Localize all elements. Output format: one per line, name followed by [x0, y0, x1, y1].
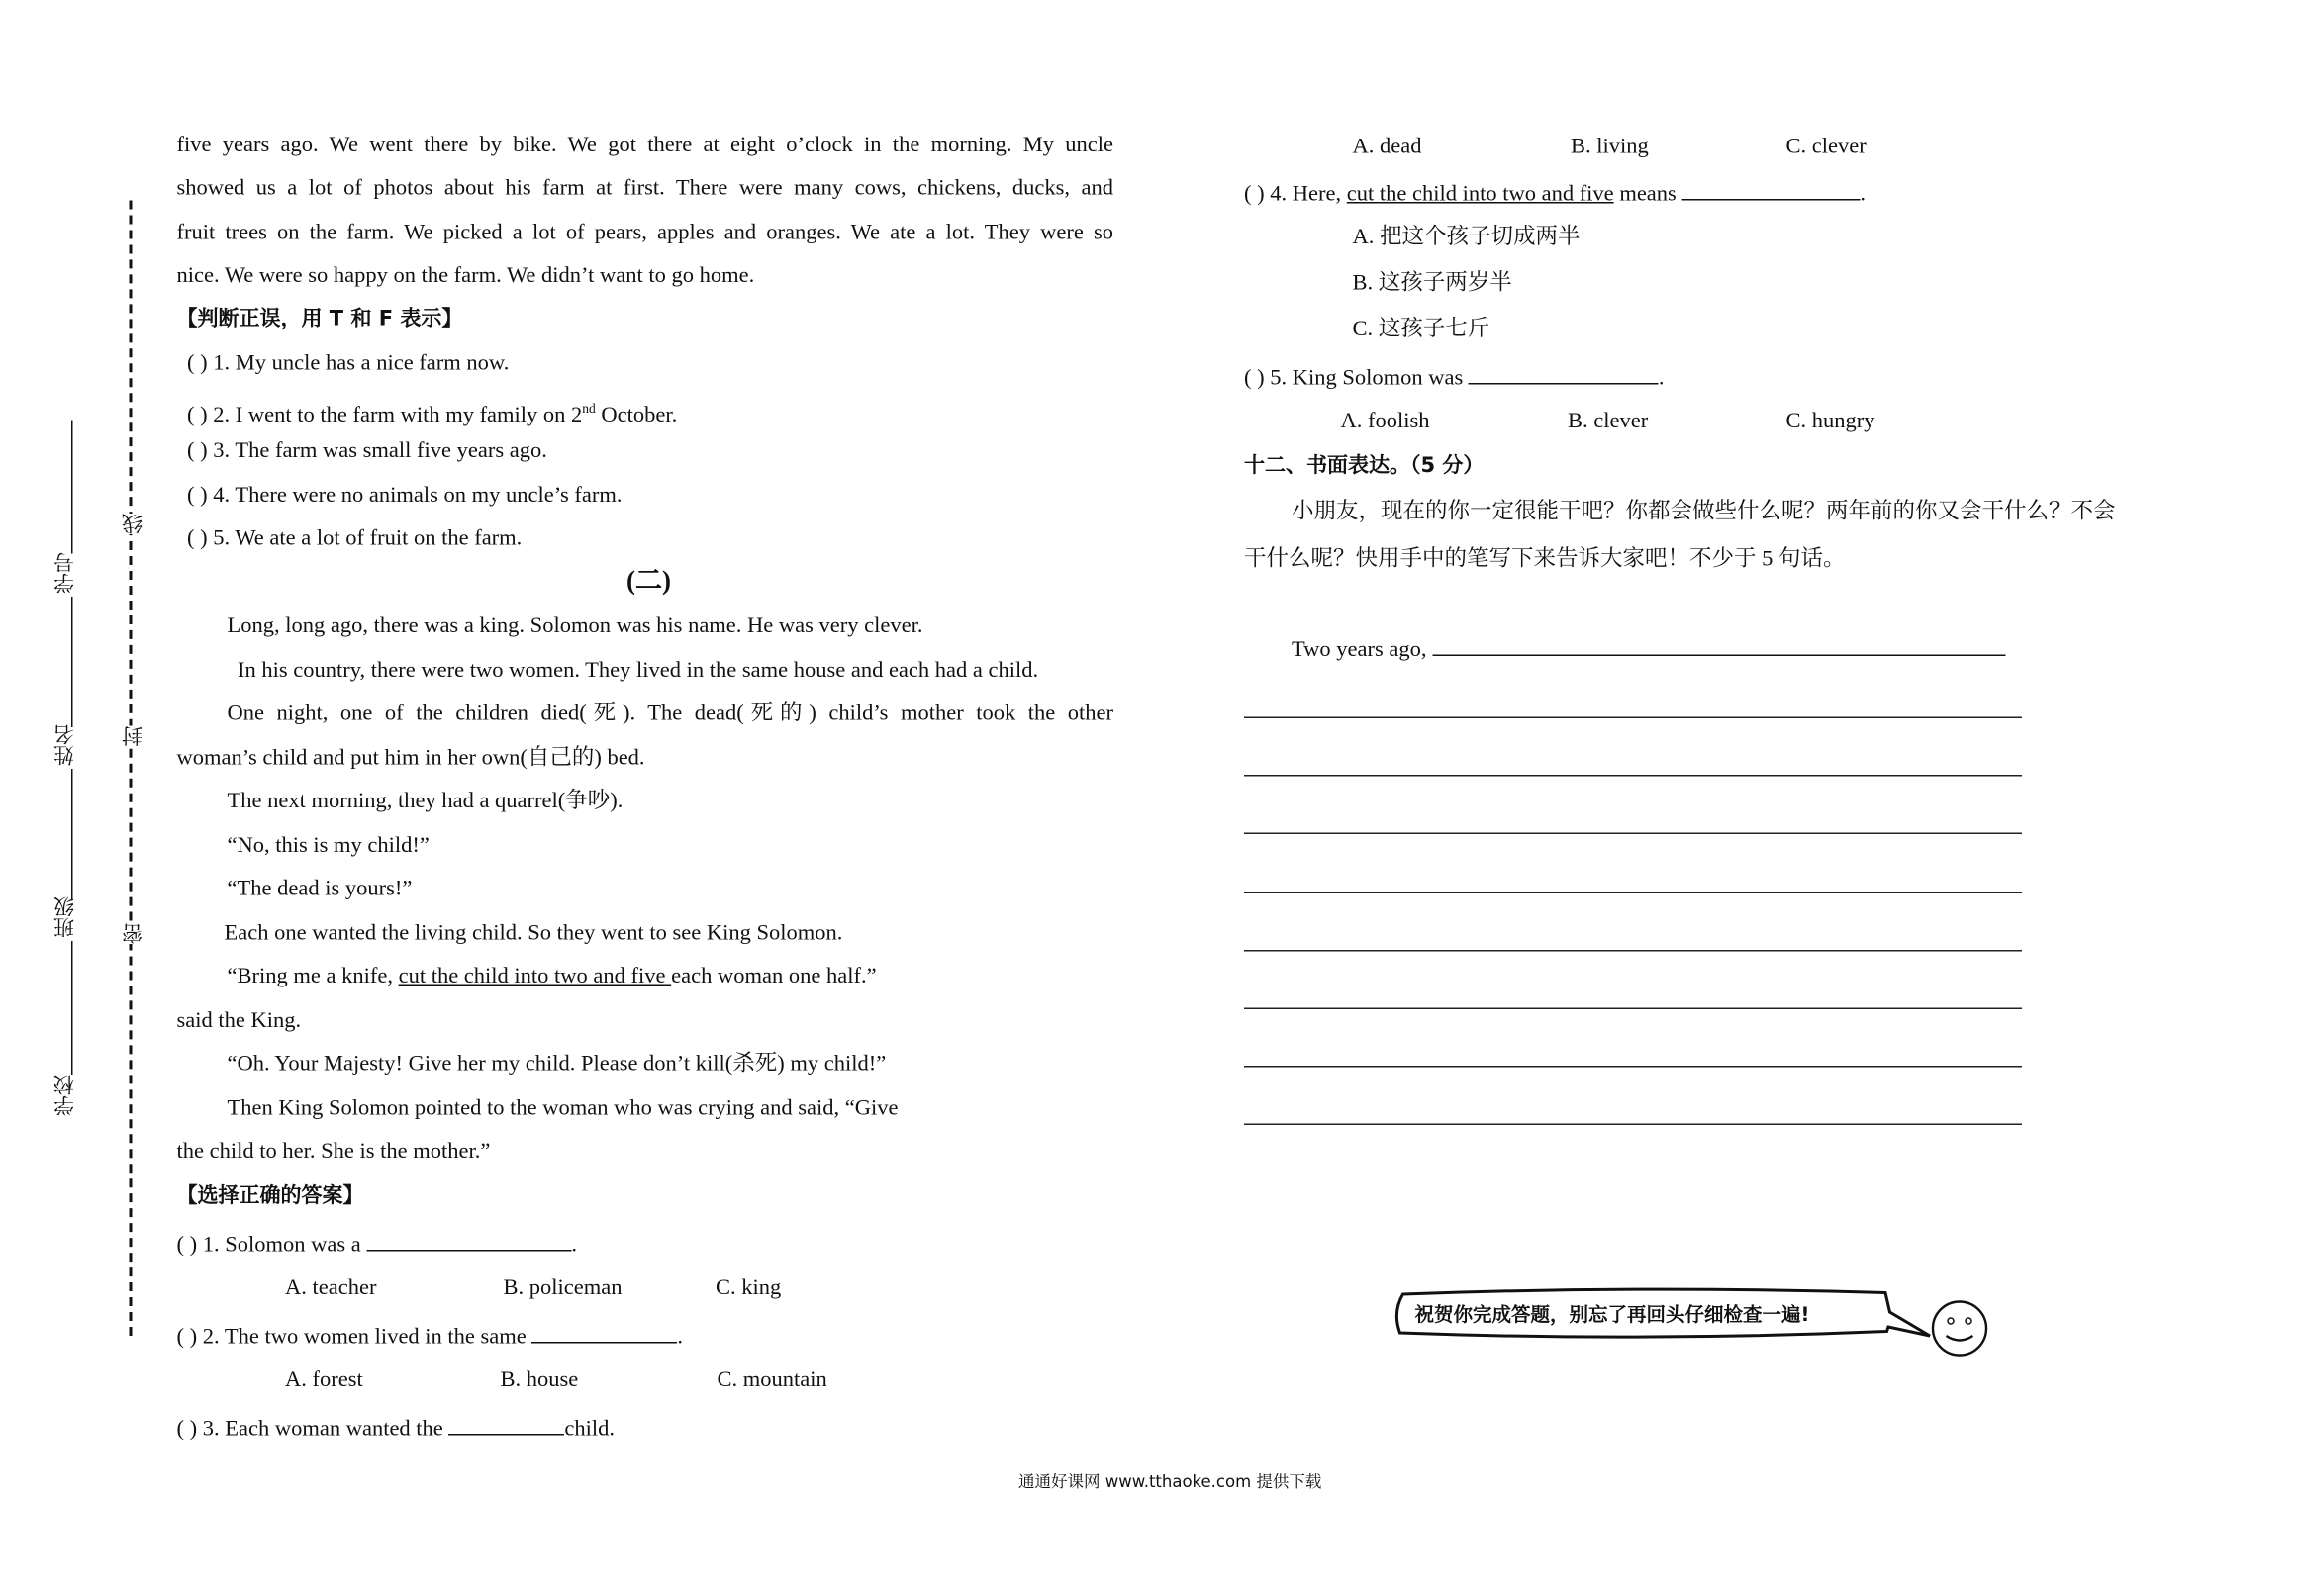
writing-line[interactable] — [1244, 775, 2022, 777]
field-line — [71, 421, 73, 554]
writing-line[interactable] — [1244, 717, 2022, 719]
answer-blank[interactable]: ( ) — [1244, 182, 1265, 207]
seal-char: 封 — [119, 726, 148, 747]
option[interactable]: B. 这孩子两岁半 — [1352, 271, 1512, 296]
option[interactable]: B. house — [500, 1368, 579, 1392]
field-class-label: 班级 — [53, 896, 77, 938]
option[interactable]: A. dead — [1352, 135, 1422, 159]
field-name-label: 姓名 — [53, 724, 77, 766]
option[interactable]: B. policeman — [503, 1276, 623, 1300]
option[interactable]: A. foolish — [1340, 410, 1430, 433]
story-line: “Oh. Your Majesty! Give her my child. Please don’t kill(杀死) my child!” — [227, 1052, 887, 1077]
smiley-face-icon — [1933, 1302, 1986, 1356]
story-line: said the King. — [176, 1009, 302, 1033]
story-line: One night, one of the children died(死). The dead(死的) child’s mother took the other — [227, 702, 1113, 726]
tf-item-4: ( ) 4. There were no animals on my uncle’s farm. — [187, 484, 623, 508]
passage-line: nice. We were so happy on the farm. We didn’t want to go home. — [176, 264, 755, 288]
option[interactable]: B. clever — [1568, 410, 1649, 433]
field-school-label: 学校 — [53, 1075, 77, 1116]
writing-start: Two years ago, — [1292, 634, 2005, 666]
passage-line: showed us a lot of photos about his farm at first. There were many cows, chickens, ducks, and — [176, 176, 1113, 201]
writing-line[interactable] — [1244, 1008, 2022, 1010]
tf-item-5: ( ) 5. We ate a lot of fruit on the farm. — [187, 526, 523, 551]
option[interactable]: A. forest — [285, 1368, 363, 1392]
answer-blank[interactable]: ( ) — [176, 1233, 198, 1258]
fill-blank[interactable] — [531, 1321, 677, 1344]
passage-line: five years ago. We went there by bike. We got there at eight o’clock in the morning. My uncle — [176, 134, 1113, 157]
fill-blank[interactable] — [448, 1413, 564, 1436]
option[interactable]: B. living — [1571, 135, 1649, 159]
story-line: Long, long ago, there was a king. Solomon was his name. He was very clever. — [227, 614, 923, 638]
fill-blank[interactable] — [1681, 178, 1860, 201]
mc-question-5: ( ) 5. King Solomon was . — [1244, 362, 1665, 394]
writing-prompt: 小朋友，现在的你一定很能干吧？你都会做些什么呢？两年前的你又会干什么？不会 — [1292, 500, 2116, 524]
seal-dashed-line — [130, 201, 133, 1337]
option[interactable]: C. hungry — [1785, 410, 1875, 433]
tf-item-1: ( ) 1. My uncle has a nice farm now. — [187, 351, 510, 376]
mc-heading: 【选择正确的答案】 — [176, 1184, 364, 1208]
field-line — [71, 597, 73, 727]
fill-blank[interactable] — [1469, 362, 1659, 385]
option[interactable]: C. king — [716, 1276, 782, 1300]
story-line: The next morning, they had a quarrel(争吵). — [227, 790, 624, 813]
tf-item-3: ( ) 3. The farm was small five years ago. — [187, 439, 547, 463]
field-line — [71, 941, 73, 1075]
mc-question-3: ( ) 3. Each woman wanted the child. — [177, 1413, 616, 1445]
writing-line[interactable] — [1244, 1066, 2022, 1068]
answer-blank[interactable]: ( ) — [187, 351, 208, 376]
story-line: “Bring me a knife, cut the child into two and five each woman one half.” — [227, 965, 877, 988]
writing-prompt: 干什么呢？快用手中的笔写下来告诉大家吧！不少于 5 句话。 — [1244, 547, 1846, 572]
answer-blank[interactable]: ( ) — [187, 404, 208, 427]
fill-blank[interactable] — [366, 1229, 571, 1252]
option[interactable]: A. 把这个孩子切成两半 — [1352, 226, 1581, 249]
option[interactable]: C. 这孩子七斤 — [1352, 318, 1490, 341]
writing-line[interactable] — [1244, 833, 2022, 835]
tf-item-2: ( ) 2. I went to the farm with my family on 2nd October. — [187, 401, 678, 427]
answer-blank[interactable]: ( ) — [187, 439, 208, 463]
writing-line[interactable] — [1244, 892, 2022, 894]
mc-question-2: ( ) 2. The two women lived in the same . — [177, 1321, 684, 1353]
writing-line[interactable] — [1244, 1124, 2022, 1126]
seal-char: 线 — [119, 514, 148, 534]
bubble-text: 祝贺你完成答题，别忘了再回头仔细检查一遍! — [1414, 1304, 1810, 1327]
part-title: (二) — [626, 565, 671, 596]
field-student-number-label: 学号 — [53, 552, 77, 594]
seal-char: 密 — [119, 923, 148, 944]
answer-blank[interactable]: ( ) — [187, 484, 208, 508]
footer: 通通好课网 www.tthaoke.com 提供下载 — [1018, 1472, 1322, 1492]
answer-blank[interactable]: ( ) — [176, 1325, 198, 1350]
story-line: woman’s child and put him in her own(自己的) bed. — [176, 746, 645, 771]
mc-question-4: ( ) 4. Here, cut the child into two and five means . — [1244, 178, 1866, 210]
tf-heading: 【判断正误，用 T 和 F 表示】 — [176, 307, 463, 331]
mc-question-1: ( ) 1. Solomon was a . — [177, 1229, 578, 1261]
writing-line[interactable] — [1244, 950, 2022, 952]
writing-line[interactable] — [1432, 634, 2005, 657]
answer-blank[interactable]: ( ) — [1244, 366, 1265, 391]
option[interactable]: A. teacher — [285, 1276, 377, 1300]
story-line: Each one wanted the living child. So they went to see King Solomon. — [224, 921, 843, 946]
story-line: In his country, there were two women. They lived in the same house and each had a child. — [238, 659, 1039, 683]
story-line: Then King Solomon pointed to the woman who was crying and said, “Give — [227, 1096, 899, 1121]
option[interactable]: C. mountain — [717, 1368, 827, 1392]
answer-blank[interactable]: ( ) — [176, 1417, 198, 1442]
story-line: “No, this is my child!” — [227, 834, 430, 858]
answer-blank[interactable]: ( ) — [187, 526, 208, 551]
option[interactable]: C. clever — [1785, 135, 1867, 159]
field-line — [71, 769, 73, 899]
passage-line: fruit trees on the farm. We picked a lot of pears, apples and oranges. We ate a lot. They were so — [176, 221, 1113, 245]
story-line: the child to her. She is the mother.” — [176, 1140, 491, 1164]
writing-heading: 十二、书面表达。（5 分） — [1244, 454, 1485, 478]
story-line: “The dead is yours!” — [227, 877, 413, 901]
